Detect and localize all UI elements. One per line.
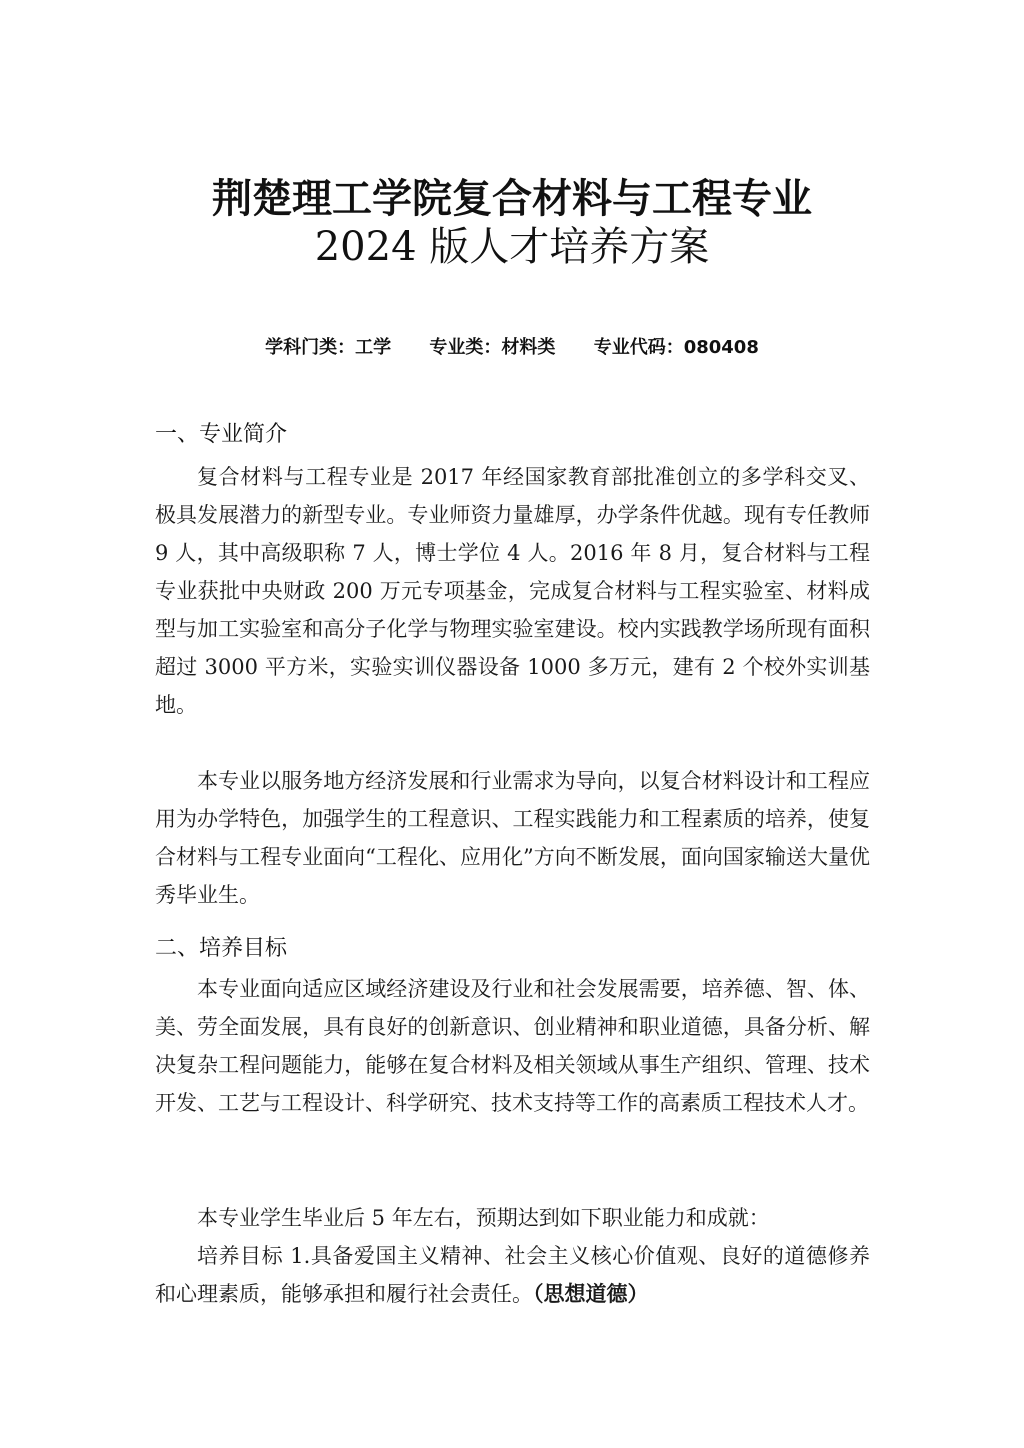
discipline-label: 学科门类：工学 <box>265 337 392 358</box>
objective-1-tag: （思想道德） <box>533 1282 649 1306</box>
document-title-line2: 2024 版人才培养方案 <box>314 224 710 270</box>
objectives-paragraph-3 <box>155 1237 870 1313</box>
document-title-line1: 荆楚理工学院复合材料与工程专业 <box>212 175 812 222</box>
intro-paragraph-2: 本专业以服务地方经济发展和行业需求为导向，以复合材料设计和工程应用为办学特色，加强学生的工程意识、工程实践能力和工程素质的培养，使复合材料与工程专业面向“工程化、应用化”方向不断发展，面向国家输送大量优秀毕业生。 <box>155 769 870 907</box>
section-heading-objectives: 二、培养目标 <box>155 936 288 961</box>
section-heading-intro: 一、专业简介 <box>155 422 288 447</box>
objectives-paragraph-2: 本专业学生毕业后 5 年左右，预期达到如下职业能力和成就： <box>197 1206 770 1230</box>
program-code-label: 专业代码：080408 <box>593 337 759 358</box>
objectives-paragraph-1: 本专业面向适应区域经济建设及行业和社会发展需要，培养德、智、体、美、劳全面发展，具有良好的创新意识、创业精神和职业道德，具备分析、解决复杂工程问题能力，能够在复合材料及相关领域从事生产组织、管理、技术开发、工艺与工程设计、科学研究、技术支持等工作的高素质工程技术人才。 <box>155 977 870 1115</box>
objective-1-text: 培养目标 1.具备爱国主义精神、社会主义核心价值观、良好的道德修养和心理素质，能够承担和履行社会责任。 <box>155 1244 870 1306</box>
program-meta <box>0 335 1024 361</box>
category-label: 专业类：材料类 <box>429 337 556 358</box>
intro-paragraph-1: 复合材料与工程专业是 2017 年经国家教育部批准创立的多学科交叉、极具发展潜力的新型专业。专业师资力量雄厚，办学条件优越。现有专任教师 9 人，其中高级职称 7 人，博士学位 4 人。2016 年 8 月，复合材料与工程专业获批中央财政 200 万元专项基金，完成复合材料与工程实验室、材料成型与加工实验室和高分子化学与物理实验室建设。校内实践教学场所现有面积超过 3000 平方米，实验实训仪器设备 1000 多万元，建有 2 个校外实训基地。 <box>155 465 870 717</box>
